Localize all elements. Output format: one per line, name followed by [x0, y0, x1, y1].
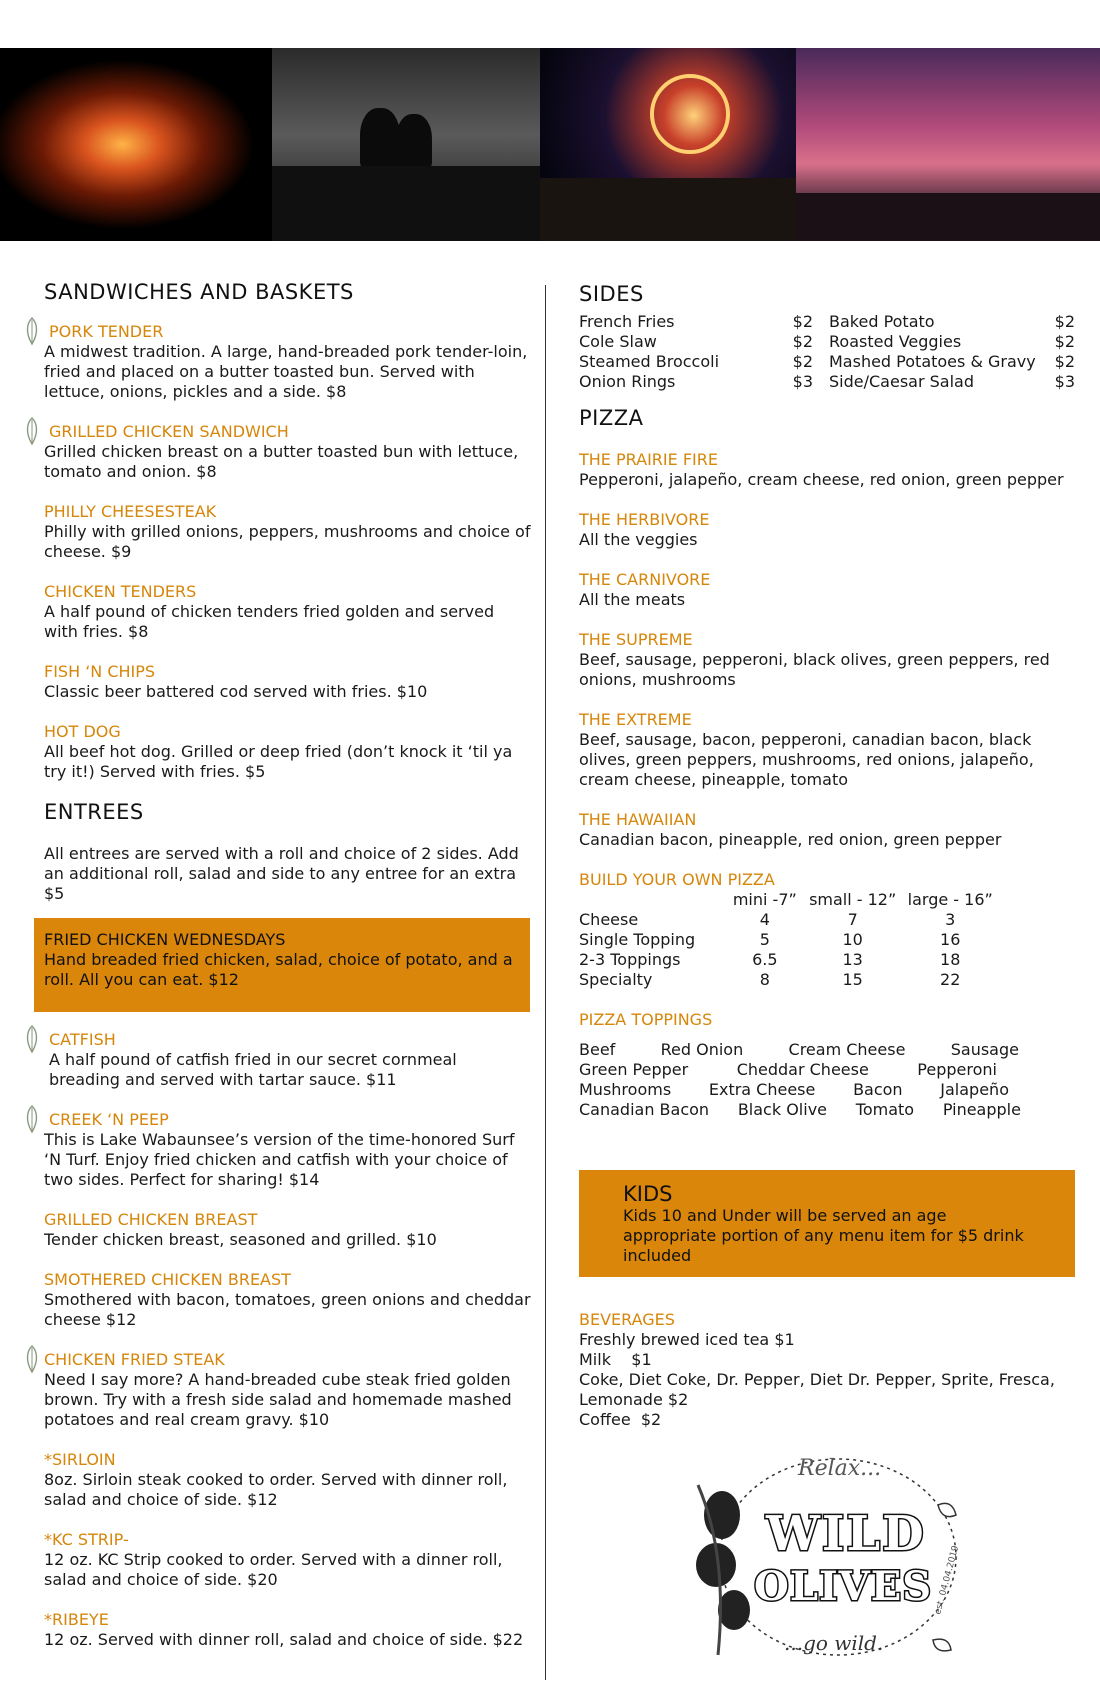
- right-column: [579, 282, 1079, 1120]
- side-name: Steamed Broccoli: [579, 352, 720, 371]
- topping: Black Olive: [737, 1100, 827, 1119]
- item-name: THE HERBIVORE: [579, 510, 710, 529]
- build-your-own: [579, 870, 1079, 990]
- logo-relax: Relax...: [798, 1456, 882, 1481]
- person-silhouette: [360, 108, 400, 168]
- side-name: Mashed Potatoes & Gravy: [829, 352, 1036, 371]
- pizza-item: [579, 510, 1079, 550]
- leaf-icon: [22, 416, 42, 446]
- ground-band: [272, 166, 540, 241]
- item-name: *RIBEYE: [44, 1610, 109, 1629]
- side-price: $3: [792, 372, 813, 391]
- side-row: [829, 352, 1075, 372]
- item-desc: All the veggies: [579, 530, 698, 549]
- menu-item: [44, 1610, 532, 1650]
- side-row: [829, 332, 1075, 352]
- item-name: CREEK ‘N PEEP: [49, 1110, 169, 1129]
- item-desc: A half pound of chicken tenders fried golden and served with fries. $8: [44, 602, 495, 641]
- menu-item: [44, 662, 532, 702]
- beverages-title: BEVERAGES: [579, 1310, 675, 1329]
- topping: Pepperoni: [917, 1060, 997, 1079]
- menu-item: [44, 1030, 532, 1090]
- size-row: [579, 950, 999, 970]
- toppings-row: [579, 1100, 1021, 1120]
- leaf-icon: [22, 1104, 42, 1134]
- beverages-section: [579, 1310, 1079, 1430]
- menu-item: [44, 1110, 532, 1190]
- header-photo-strip: [0, 48, 1100, 241]
- couple-silhouette-photo: [272, 48, 540, 241]
- topping: Mushrooms: [579, 1080, 672, 1099]
- side-name: Cole Slaw: [579, 332, 657, 351]
- item-name: PHILLY CHEESESTEAK: [44, 502, 217, 521]
- topping: Extra Cheese: [708, 1080, 816, 1099]
- toppings-row: [579, 1040, 1019, 1060]
- item-desc: Classic beer battered cod served with fries. $10: [44, 682, 428, 701]
- beverage-line: Freshly brewed iced tea $1: [579, 1330, 795, 1349]
- kids-title: KIDS: [623, 1182, 673, 1206]
- leaf-icon: [22, 1024, 42, 1054]
- pizza-title: PIZZA: [579, 406, 644, 430]
- carnival-photo: [540, 48, 796, 241]
- side-name: French Fries: [579, 312, 675, 331]
- item-desc: A half pound of catfish fried in our secret cornmeal breading and served with tartar sauce. $11: [49, 1050, 457, 1089]
- leaf-icon: [22, 316, 42, 346]
- size-value: 10: [842, 930, 863, 949]
- size-value: 4: [759, 910, 770, 929]
- menu-item: [44, 502, 532, 562]
- item-desc: This is Lake Wabaunsee’s version of the time-honored Surf ‘N Turf. Enjoy fried chicken and catfish with your choice of two sides. Perfect for sharing! $14: [44, 1130, 515, 1189]
- person-silhouette: [396, 114, 432, 168]
- item-name: *SIRLOIN: [44, 1450, 116, 1469]
- beverage-line: Coke, Diet Coke, Dr. Pepper, Diet Dr. Pepper, Sprite, Fresca, Lemonade $2: [579, 1370, 1055, 1409]
- item-desc: Need I say more? A hand-breaded cube steak fried golden brown. Try with a fresh side salad and homemade mashed potatoes and real cream gravy. $10: [44, 1370, 512, 1429]
- item-name: CHICKEN TENDERS: [44, 582, 197, 601]
- size-row: [579, 910, 999, 930]
- side-price: $2: [1054, 352, 1075, 371]
- item-desc: 12 oz. KC Strip cooked to order. Served with a dinner roll, salad and choice of side. $20: [44, 1550, 503, 1589]
- size-label: 2-3 Toppings: [579, 950, 681, 969]
- item-desc: Beef, sausage, pepperoni, black olives, green peppers, red onions, mushrooms: [579, 650, 1050, 689]
- item-name: PORK TENDER: [49, 322, 164, 341]
- menu-item: [44, 1270, 532, 1330]
- side-price: $2: [792, 312, 813, 331]
- menu-item: [44, 422, 532, 482]
- side-price: $2: [792, 332, 813, 351]
- toppings-title: PIZZA TOPPINGS: [579, 1010, 713, 1029]
- side-name: Side/Caesar Salad: [829, 372, 974, 391]
- size-header: small - 12”: [809, 890, 897, 909]
- size-value: 3: [945, 910, 956, 929]
- item-name: THE EXTREME: [579, 710, 692, 729]
- toppings-grid: [579, 1040, 1079, 1120]
- side-row: [579, 352, 813, 372]
- item-name: HOT DOG: [44, 722, 121, 741]
- item-name: THE HAWAIIAN: [579, 810, 697, 829]
- menu-item: [44, 1210, 532, 1250]
- size-label: Cheese: [579, 910, 639, 929]
- side-row: [829, 312, 1075, 332]
- item-name: THE PRAIRIE FIRE: [579, 450, 718, 469]
- menu-item: [44, 1350, 532, 1430]
- topping: Cheddar Cheese: [736, 1060, 869, 1079]
- side-name: Roasted Veggies: [829, 332, 962, 351]
- entrees-title: ENTREES: [44, 800, 144, 824]
- left-column: [44, 280, 532, 904]
- item-desc: All the meats: [579, 590, 686, 609]
- item-desc: Pepperoni, jalapeño, cream cheese, red onion, green pepper: [579, 470, 1064, 489]
- pizza-item: [579, 710, 1079, 790]
- treeline: [796, 193, 1100, 241]
- entrees-intro: All entrees are served with a roll and choice of 2 sides. Add an additional roll, salad and side to any entree for an extra $5: [44, 844, 519, 903]
- item-name: THE SUPREME: [579, 630, 693, 649]
- sunset-photo: [796, 48, 1100, 241]
- logo-olives: OLIVES: [754, 1563, 933, 1610]
- topping: Jalapeño: [940, 1080, 1009, 1099]
- pizza-size-table: [579, 890, 999, 990]
- size-value: 5: [759, 930, 770, 949]
- side-row: [579, 372, 813, 392]
- topping: Sausage: [950, 1040, 1019, 1059]
- side-row: [829, 372, 1075, 392]
- size-value: 7: [847, 910, 858, 929]
- item-name: FISH ‘N CHIPS: [44, 662, 156, 681]
- item-name: CHICKEN FRIED STEAK: [44, 1350, 225, 1369]
- sides-list: [579, 312, 1079, 392]
- pizza-item: [579, 450, 1079, 490]
- pizza-item: [579, 630, 1079, 690]
- blank-cell: [579, 890, 726, 910]
- menu-item: [44, 1450, 532, 1510]
- item-desc: A midwest tradition. A large, hand-breaded pork tender-loin, fried and placed on a butter toasted bun. Served with lettuce, onions, pickles and a side. $8: [44, 342, 528, 401]
- size-value: 6.5: [752, 950, 778, 969]
- side-price: $3: [1054, 372, 1075, 391]
- column-divider: [545, 285, 546, 1680]
- olive-icon: [718, 1590, 750, 1630]
- topping: Tomato: [855, 1100, 915, 1119]
- size-value: 13: [842, 950, 863, 969]
- toppings-row: [579, 1080, 1009, 1100]
- logo-go-wild: ...go wild.: [784, 1631, 884, 1655]
- sides-title: SIDES: [579, 282, 644, 306]
- item-name: GRILLED CHICKEN SANDWICH: [49, 422, 289, 441]
- topping: Beef: [579, 1040, 616, 1059]
- sandwiches-title: SANDWICHES AND BASKETS: [44, 280, 354, 304]
- beverage-line: Coffee $2: [579, 1410, 662, 1429]
- kids-text: Kids 10 and Under will be served an age appropriate portion of any menu item for $5 drink included: [623, 1206, 1024, 1265]
- build-title: BUILD YOUR OWN PIZZA: [579, 870, 775, 889]
- item-desc: Canadian bacon, pineapple, red onion, green pepper: [579, 830, 1002, 849]
- topping: Red Onion: [660, 1040, 744, 1059]
- topping: Cream Cheese: [788, 1040, 906, 1059]
- pizza-item: [579, 570, 1079, 610]
- item-desc: Smothered with bacon, tomatoes, green onions and cheddar cheese $12: [44, 1290, 531, 1329]
- topping: Pineapple: [942, 1100, 1021, 1119]
- sides-left-table: [579, 312, 813, 392]
- menu-item: [44, 722, 532, 782]
- fried-chicken-banner: [34, 918, 530, 1012]
- menu-item: [44, 322, 532, 402]
- item-name: SMOTHERED CHICKEN BREAST: [44, 1270, 291, 1289]
- item-name: CATFISH: [49, 1030, 116, 1049]
- side-row: [579, 312, 813, 332]
- side-price: $2: [1054, 332, 1075, 351]
- item-desc: Tender chicken breast, seasoned and grilled. $10: [44, 1230, 437, 1249]
- side-price: $2: [1054, 312, 1075, 331]
- menu-item: [44, 1530, 532, 1590]
- banner-title: FRIED CHICKEN WEDNESDAYS: [44, 930, 286, 949]
- topping: Canadian Bacon: [579, 1100, 710, 1119]
- logo-est: est. 04.04.2019: [933, 1544, 962, 1616]
- side-name: Baked Potato: [829, 312, 935, 331]
- size-header: mini -7”: [732, 890, 797, 909]
- menu-item: [44, 582, 532, 642]
- size-row: [579, 930, 999, 950]
- topping: Green Pepper: [579, 1060, 689, 1079]
- item-desc: Beef, sausage, bacon, pepperoni, canadian bacon, black olives, green peppers, mushrooms, red onions, jalapeño, cream cheese, pineapple, tomato: [579, 730, 1034, 789]
- size-header: large - 16”: [907, 890, 993, 909]
- ground-band: [540, 178, 796, 241]
- size-value: 15: [842, 970, 863, 989]
- size-value: 22: [940, 970, 961, 989]
- side-price: $2: [792, 352, 813, 371]
- bonfire-photo: [0, 48, 272, 241]
- beverage-line: Milk $1: [579, 1350, 652, 1369]
- item-desc: Grilled chicken breast on a butter toasted bun with lettuce, tomato and onion. $8: [44, 442, 519, 481]
- ferris-wheel: [650, 74, 730, 154]
- size-label: Specialty: [579, 970, 653, 989]
- size-header-row: [579, 890, 999, 910]
- size-value: 18: [940, 950, 961, 969]
- item-name: *KC STRIP-: [44, 1530, 129, 1549]
- kids-banner: [579, 1170, 1075, 1277]
- sides-right-table: [829, 312, 1075, 392]
- leaf-icon: [22, 1344, 42, 1374]
- side-row: [579, 332, 813, 352]
- pizza-item: [579, 810, 1079, 850]
- pizza-toppings: [579, 1010, 1079, 1120]
- left-column-lower: [44, 1030, 532, 1650]
- logo-wild: WILD: [766, 1506, 926, 1562]
- size-row: [579, 970, 999, 990]
- item-name: GRILLED CHICKEN BREAST: [44, 1210, 258, 1229]
- side-name: Onion Rings: [579, 372, 676, 391]
- item-desc: 12 oz. Served with dinner roll, salad and choice of side. $22: [44, 1630, 524, 1649]
- wild-olives-logo: [688, 1445, 973, 1670]
- toppings-row: [579, 1060, 997, 1080]
- item-desc: Philly with grilled onions, peppers, mushrooms and choice of cheese. $9: [44, 522, 531, 561]
- banner-text: Hand breaded fried chicken, salad, choice of potato, and a roll. All you can eat. $12: [44, 950, 513, 989]
- size-value: 16: [940, 930, 961, 949]
- size-label: Single Topping: [579, 930, 696, 949]
- item-desc: All beef hot dog. Grilled or deep fried (don’t knock it ‘til ya try it!) Served with fries. $5: [44, 742, 513, 781]
- topping: Bacon: [853, 1080, 903, 1099]
- size-value: 8: [759, 970, 770, 989]
- item-name: THE CARNIVORE: [579, 570, 711, 589]
- item-desc: 8oz. Sirloin steak cooked to order. Served with dinner roll, salad and choice of side. $12: [44, 1470, 508, 1509]
